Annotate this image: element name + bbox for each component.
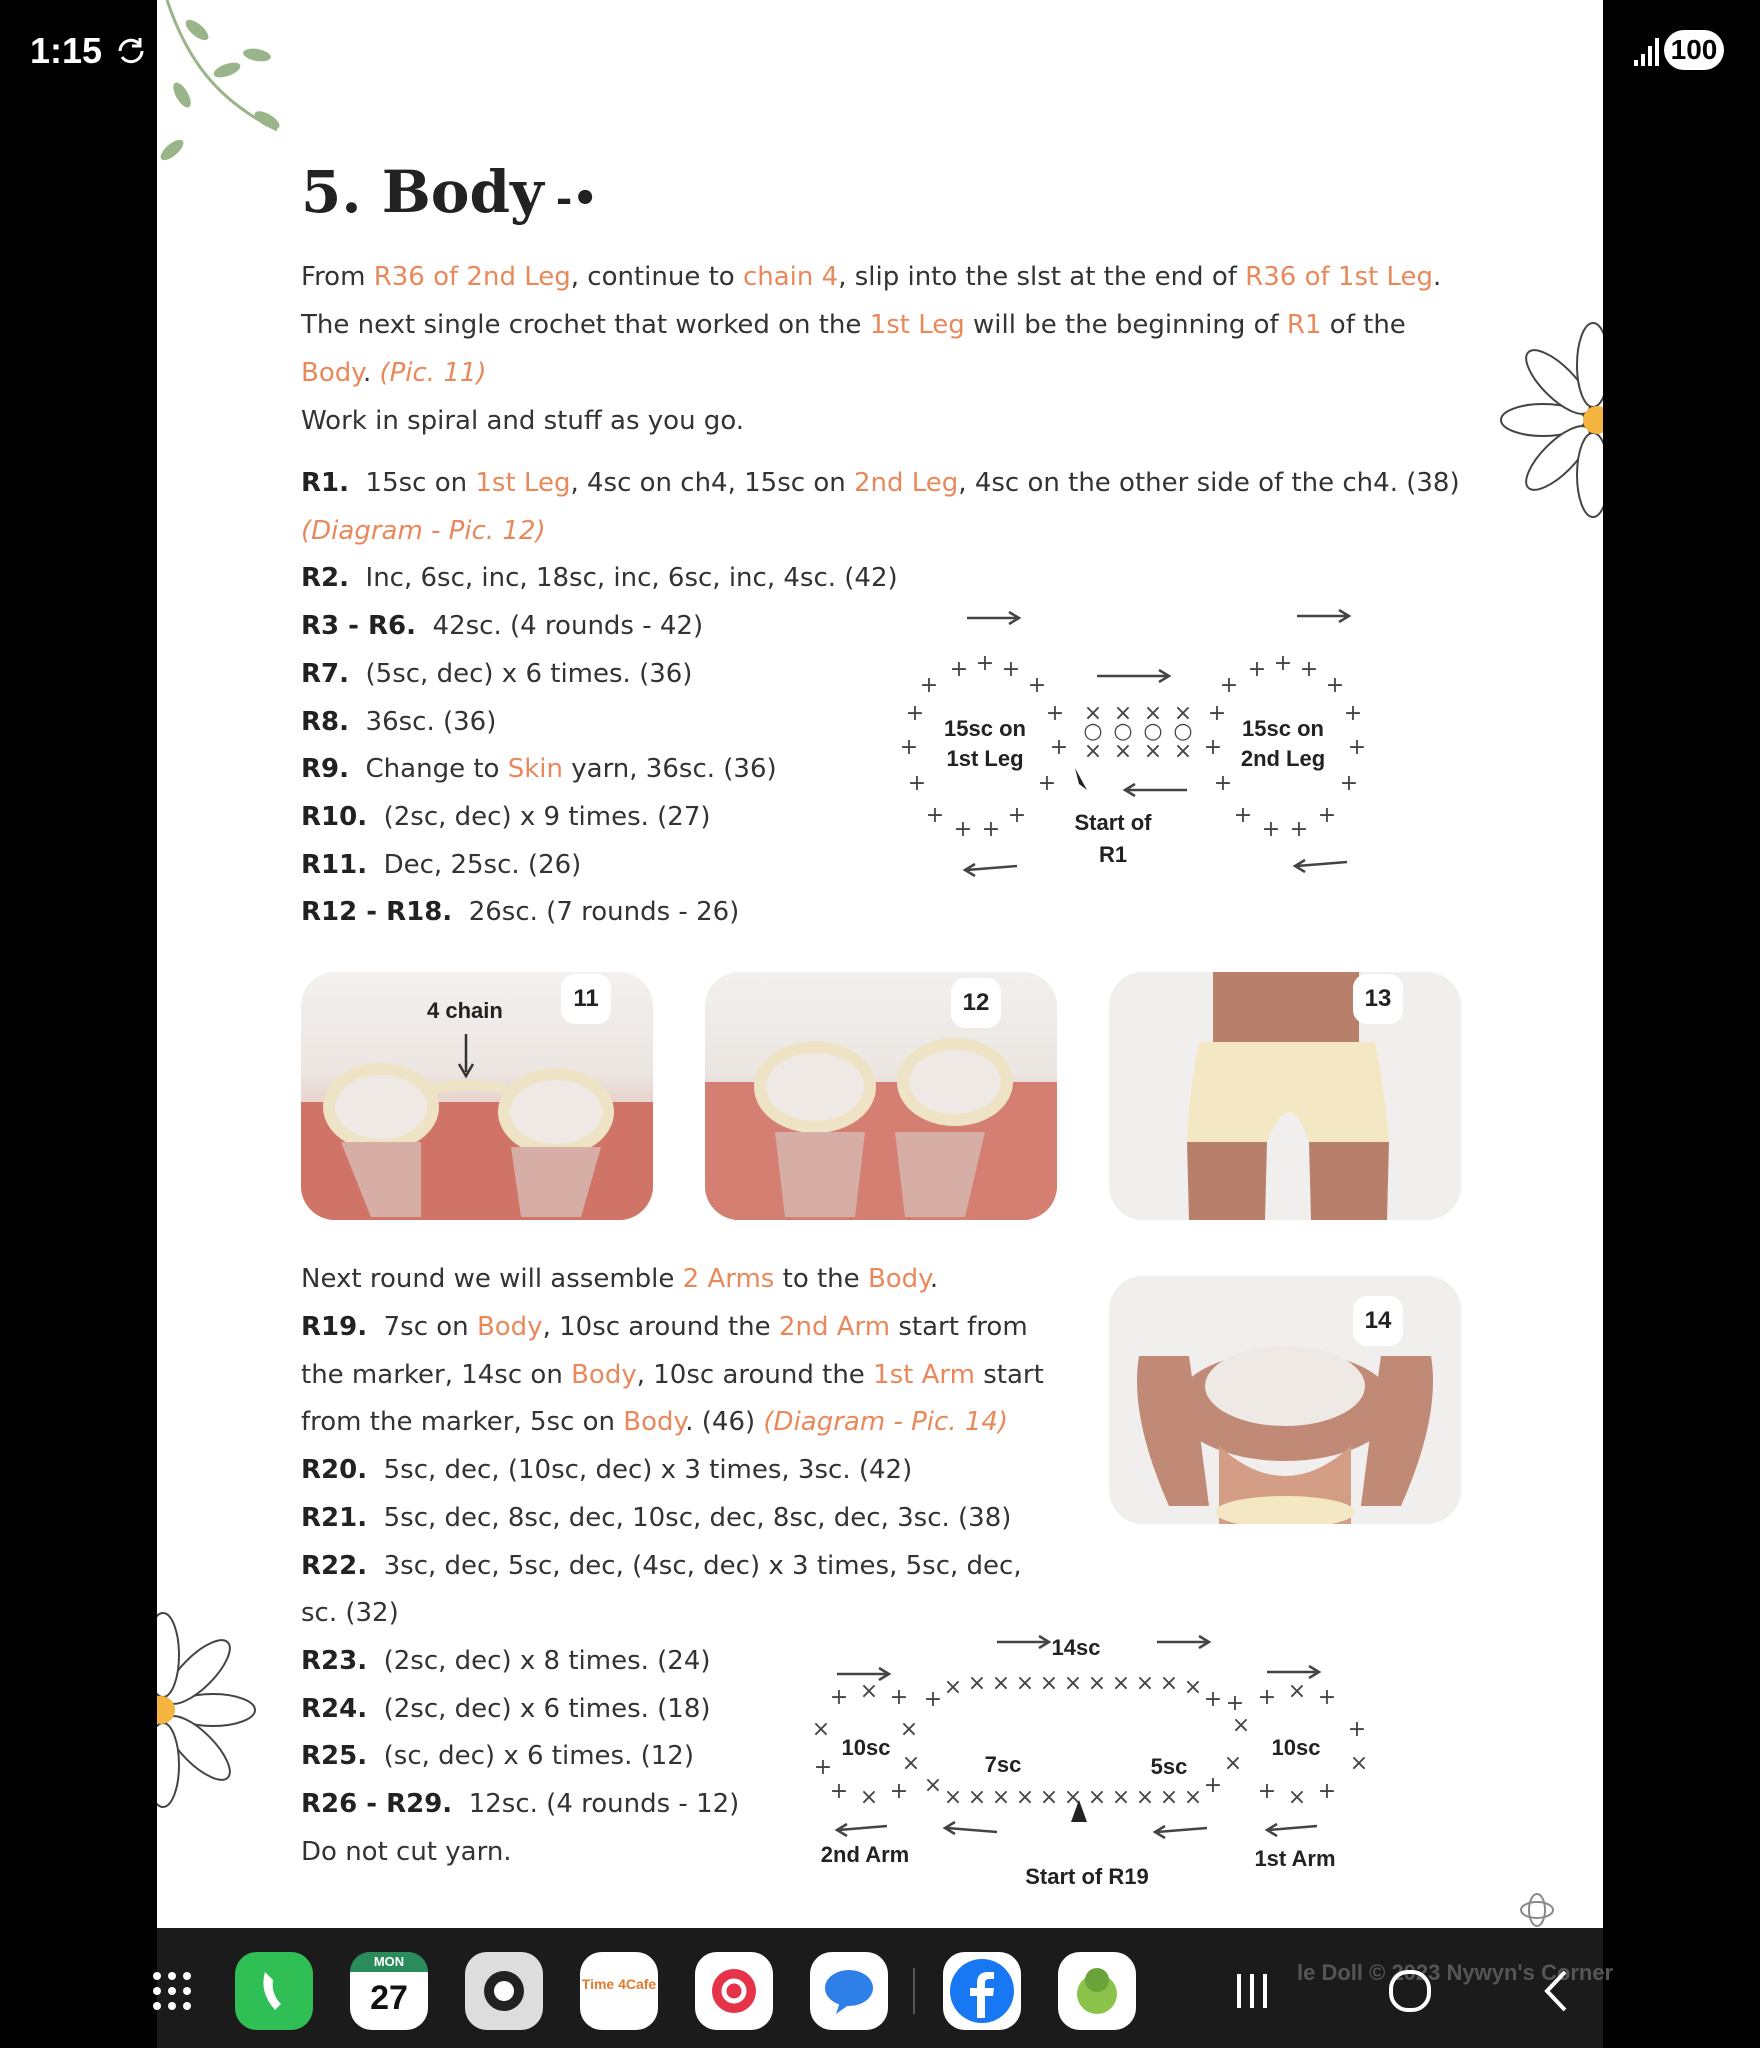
round-label: R26 - R29.	[301, 1789, 453, 1819]
facebook-app-icon[interactable]	[943, 1952, 1021, 2030]
battery-level: 100	[1664, 30, 1724, 70]
diagram2-mid-left-label: 7sc	[984, 1752, 1022, 1777]
round-line	[301, 659, 692, 689]
round-text: Inc, 6sc, inc, 18sc, inc, 6sc, inc, 4sc. (42)	[365, 563, 898, 594]
svg-text:×: ×	[967, 1671, 987, 1696]
svg-text:×: ×	[991, 1785, 1011, 1810]
timecafe-app-icon[interactable]	[580, 1952, 658, 2030]
daisy-flower-icon	[1497, 310, 1603, 530]
round-text: Body	[571, 1359, 637, 1390]
svg-text:+: +	[905, 701, 925, 726]
round-line	[301, 1837, 512, 1867]
round-text: Change to	[365, 754, 508, 785]
svg-text:○: ○	[1173, 719, 1193, 744]
diagram2-arm1-label: 1st Arm	[1254, 1846, 1336, 1871]
calendar-app-icon[interactable]	[350, 1952, 428, 2030]
round-line	[301, 1551, 1022, 1581]
round-label: R23.	[301, 1645, 368, 1676]
svg-text:×: ×	[1173, 701, 1193, 726]
svg-text:+: +	[1299, 657, 1319, 682]
round-text: 42sc. (4 rounds - 42)	[432, 611, 704, 642]
diagram2-top-label: 14sc	[1051, 1635, 1101, 1660]
svg-text:+: +	[1001, 657, 1021, 682]
diagram-body-r1	[887, 600, 1587, 890]
round-label: R9.	[301, 754, 349, 785]
svg-text:×: ×	[1287, 1679, 1307, 1704]
svg-text:+: +	[1203, 735, 1223, 760]
svg-text:+: +	[1049, 735, 1069, 760]
svg-text:×: ×	[1063, 1671, 1083, 1696]
timecafe-label: Time 4Cafe	[581, 1976, 657, 1992]
photo-pic-14	[1109, 1276, 1461, 1524]
messages-app-icon[interactable]	[810, 1952, 888, 2030]
svg-text:×: ×	[1087, 1671, 1107, 1696]
round-label: R12 - R18.	[301, 897, 453, 928]
round-text: 3sc, dec, 5sc, dec, (4sc, dec) x 3 times, 5sc, dec,	[383, 1550, 1022, 1581]
diagram1-right-label-2: 2nd Leg	[1240, 746, 1326, 771]
svg-text:×: ×	[859, 1785, 879, 1810]
diagram1-right-label-1: 15sc on	[1242, 716, 1324, 741]
round-text: (5sc, dec) x 6 times. (36)	[365, 658, 693, 689]
svg-text:+: +	[1317, 1779, 1337, 1804]
round-text: , 4sc on ch4, 15sc on	[570, 468, 854, 498]
svg-text:+: +	[1233, 803, 1253, 828]
camera-app-icon[interactable]	[465, 1952, 543, 2030]
round-text: (Diagram - Pic. 14)	[763, 1407, 1009, 1438]
svg-text:+: +	[975, 651, 995, 676]
round-label: R24.	[301, 1693, 368, 1724]
svg-text:+: +	[1027, 673, 1047, 698]
svg-text:×: ×	[1183, 1675, 1203, 1700]
round-line	[301, 850, 581, 880]
photo-pic-12	[705, 972, 1057, 1220]
svg-text:×: ×	[1063, 1785, 1083, 1810]
intro-line-2: The next single crochet that worked on the 1st Leg will be the beginning of R1 of the	[301, 310, 1406, 340]
home-button-icon[interactable]	[1385, 1966, 1435, 2016]
svg-text:×: ×	[1159, 1785, 1179, 1810]
round-text: the marker, 14sc on	[301, 1359, 572, 1390]
small-flower-icon	[1497, 1890, 1577, 1928]
svg-text:+: +	[889, 1779, 909, 1804]
svg-text:+: +	[1261, 817, 1281, 842]
svg-text:×: ×	[1111, 1785, 1131, 1810]
recents-button-icon[interactable]	[1227, 1966, 1277, 2016]
round-line	[301, 1455, 912, 1485]
svg-text:○: ○	[1143, 719, 1163, 744]
round-line	[301, 1694, 711, 1724]
svg-text:+: +	[829, 1685, 849, 1710]
round-line	[301, 1503, 1011, 1533]
svg-text:×: ×	[1135, 1671, 1155, 1696]
svg-text:+: +	[1247, 657, 1267, 682]
round-text: start from	[890, 1312, 1028, 1342]
diagram-body-r19	[797, 1620, 1597, 1900]
round-text: Body	[476, 1312, 543, 1342]
pic-number-13: 13	[1353, 974, 1403, 1024]
round-text: (2sc, dec) x 8 times. (24)	[383, 1645, 711, 1676]
sync-icon	[114, 34, 148, 68]
round-text: (2sc, dec) x 6 times. (18)	[383, 1693, 711, 1724]
round-text: 5sc, dec, 8sc, dec, 10sc, dec, 8sc, dec, 3sc. (38)	[383, 1502, 1012, 1533]
svg-text:+: +	[813, 1755, 833, 1780]
round-label: R19.	[301, 1312, 368, 1342]
round-text: 2nd Leg	[853, 468, 959, 498]
pic-number-14: 14	[1353, 1296, 1403, 1346]
intro-line-3: Body. (Pic. 11)	[301, 358, 487, 388]
round-text: from the marker, 5sc on	[301, 1407, 624, 1438]
diagram2-arm2-label: 2nd Arm	[820, 1842, 910, 1867]
svg-text:+: +	[1037, 771, 1057, 796]
svg-text:×: ×	[1083, 739, 1103, 764]
round-line	[301, 1741, 694, 1771]
svg-text:+: +	[1347, 735, 1367, 760]
svg-text:○: ○	[1083, 719, 1103, 744]
round-label: R3 - R6.	[301, 611, 416, 642]
svg-text:+: +	[1257, 1779, 1277, 1804]
round-text: . (46)	[685, 1407, 764, 1438]
svg-text:×: ×	[943, 1675, 963, 1700]
svg-text:+: +	[1317, 1685, 1337, 1710]
round-text: Body	[623, 1407, 686, 1438]
round-text: , 10sc around the	[636, 1359, 874, 1390]
section-title-text: 5. Body	[301, 158, 544, 226]
diagram2-start-label: Start of R19	[1025, 1864, 1149, 1889]
title-dots: -•	[555, 175, 598, 222]
svg-text:×: ×	[1087, 1785, 1107, 1810]
round-text: 7sc on	[383, 1312, 477, 1342]
round-label: R7.	[301, 658, 349, 689]
threads-app-icon[interactable]	[695, 1952, 773, 2030]
round-line	[301, 1407, 1008, 1437]
diagram2-left-arm-label: 10sc	[841, 1735, 891, 1760]
svg-text:×: ×	[1143, 739, 1163, 764]
svg-text:+: +	[1219, 673, 1239, 698]
phone-app-icon[interactable]	[235, 1952, 313, 2030]
calendar-day: MON	[350, 1952, 428, 1972]
round-text: 12sc. (4 rounds - 12)	[468, 1789, 740, 1819]
round-line	[301, 563, 898, 593]
round-text: Do not cut yarn.	[301, 1836, 512, 1867]
round-line	[301, 802, 711, 832]
svg-text:+: +	[1325, 673, 1345, 698]
svg-text:×: ×	[991, 1671, 1011, 1696]
svg-text:×: ×	[1231, 1713, 1251, 1738]
svg-text:×: ×	[1287, 1785, 1307, 1810]
svg-text:+: +	[907, 771, 927, 796]
round-text: 1st Leg	[475, 468, 571, 498]
round-text: sc. (32)	[301, 1598, 399, 1629]
round-line	[301, 1360, 1044, 1390]
svg-text:+: +	[1213, 771, 1233, 796]
round-label: R21.	[301, 1502, 368, 1533]
app-dock	[157, 1928, 1614, 2048]
svg-text:×: ×	[1113, 739, 1133, 764]
svg-text:×: ×	[1183, 1785, 1203, 1810]
svg-text:×: ×	[1111, 1671, 1131, 1696]
round-line	[301, 1312, 1028, 1342]
round-line	[301, 754, 777, 784]
svg-text:×: ×	[1173, 739, 1193, 764]
round-text: (2sc, dec) x 9 times. (27)	[383, 801, 711, 832]
svg-text:+: +	[1203, 1773, 1223, 1798]
svg-text:+: +	[1343, 701, 1363, 726]
apps-grid-icon[interactable]	[147, 1966, 197, 2016]
calendar-date: 27	[370, 1979, 408, 2017]
diagram1-left-label-1: 15sc on	[944, 716, 1026, 741]
round-text: 2nd Arm	[778, 1312, 891, 1342]
svg-text:×: ×	[923, 1773, 943, 1798]
svg-text:×: ×	[1039, 1785, 1059, 1810]
round-text: Dec, 25sc. (26)	[383, 849, 582, 880]
svg-text:×: ×	[1015, 1671, 1035, 1696]
back-button-icon[interactable]	[1533, 1966, 1583, 2016]
svg-text:+: +	[889, 1685, 909, 1710]
svg-text:×: ×	[1223, 1751, 1243, 1776]
svg-text:×: ×	[901, 1751, 921, 1776]
diagram1-left-label-2: 1st Leg	[946, 746, 1024, 771]
assemble-line: Next round we will assemble 2 Arms to the Body.	[301, 1264, 939, 1294]
diagram2-right-arm-label: 10sc	[1271, 1735, 1321, 1760]
svg-text:×: ×	[859, 1679, 879, 1704]
signal-icon	[1624, 34, 1664, 70]
svg-text:×: ×	[967, 1785, 987, 1810]
round-text: (Diagram - Pic. 12)	[301, 515, 546, 546]
round-text: 1st Arm	[873, 1359, 975, 1390]
svg-text:+: +	[1257, 1685, 1277, 1710]
svg-text:×: ×	[943, 1785, 963, 1810]
diagram1-start-label-2: R1	[1098, 842, 1128, 867]
svg-text:+: +	[953, 817, 973, 842]
svg-text:×: ×	[1143, 701, 1163, 726]
diagram2-mid-right-label: 5sc	[1150, 1754, 1188, 1779]
round-label: R10.	[301, 801, 368, 832]
round-line	[301, 1598, 399, 1628]
round-line	[301, 897, 739, 927]
svg-text:+: +	[919, 673, 939, 698]
svg-text:+: +	[899, 735, 919, 760]
svg-text:+: +	[1273, 651, 1293, 676]
document-page	[157, 0, 1603, 1928]
svg-text:+: +	[1339, 771, 1359, 796]
round-label: R8.	[301, 706, 349, 737]
round-line	[301, 516, 546, 546]
pic-number-12: 12	[951, 978, 1001, 1028]
svg-text:+: +	[1317, 803, 1337, 828]
round-label: R20.	[301, 1455, 368, 1486]
svg-text:×: ×	[1349, 1751, 1369, 1776]
round-text: 26sc. (7 rounds - 26)	[468, 897, 740, 928]
svg-text:×: ×	[1135, 1785, 1155, 1810]
svg-text:×: ×	[1039, 1671, 1059, 1696]
svg-text:×: ×	[1113, 701, 1133, 726]
round-line	[301, 611, 703, 641]
svg-text:+: +	[923, 1687, 943, 1712]
svg-text:+: +	[1207, 701, 1227, 726]
daisy-flower-icon	[157, 1600, 257, 1820]
intro-line-4: Work in spiral and stuff as you go.	[301, 406, 745, 436]
diagram1-start-label-1: Start of	[1074, 810, 1152, 835]
leaf-decoration-icon	[157, 0, 317, 170]
footer-copyright: le Doll © 2023 Nywyn's Corner	[1297, 1960, 1614, 1985]
svg-text:+: +	[1203, 1687, 1223, 1712]
svg-text:+: +	[981, 817, 1001, 842]
round-text: 5sc, dec, (10sc, dec) x 3 times, 3sc. (42)	[383, 1455, 913, 1486]
round-label: R25.	[301, 1741, 368, 1772]
round-label: R22.	[301, 1550, 368, 1581]
round-text: start	[974, 1359, 1044, 1390]
section-title	[301, 158, 598, 226]
round-line	[301, 707, 496, 737]
svg-text:×: ×	[1159, 1671, 1179, 1696]
android-app-icon[interactable]	[1058, 1952, 1136, 2030]
round-line	[301, 1646, 711, 1676]
photo-label-4-chain: 4 chain	[427, 998, 503, 1023]
svg-text:×: ×	[1083, 701, 1103, 726]
round-text: 36sc. (36)	[365, 706, 497, 737]
round-text: , 4sc on the other side of the ch4. (38)	[958, 468, 1460, 498]
svg-text:+: +	[1347, 1717, 1367, 1742]
svg-text:×: ×	[811, 1717, 831, 1742]
round-text: , 10sc around the	[542, 1312, 779, 1342]
svg-text:+: +	[1225, 1691, 1245, 1716]
round-text: (sc, dec) x 6 times. (12)	[383, 1741, 694, 1772]
round-text: yarn, 36sc. (36)	[562, 754, 777, 785]
round-text: 15sc on	[365, 468, 476, 498]
photo-pic-13	[1109, 972, 1461, 1220]
svg-text:×: ×	[899, 1717, 919, 1742]
svg-text:+: +	[949, 657, 969, 682]
round-line	[301, 1789, 739, 1819]
svg-text:+: +	[829, 1779, 849, 1804]
svg-text:○: ○	[1113, 719, 1133, 744]
round-label: R2.	[301, 563, 349, 594]
round-line	[301, 468, 1460, 498]
svg-text:+: +	[1007, 803, 1027, 828]
svg-text:+: +	[1289, 817, 1309, 842]
status-time: 1:15	[30, 30, 103, 71]
svg-text:+: +	[1045, 701, 1065, 726]
dock-divider	[913, 1968, 915, 2014]
round-text: Skin	[507, 754, 563, 785]
round-label: R11.	[301, 849, 368, 880]
round-label: R1.	[301, 468, 349, 498]
svg-text:×: ×	[1015, 1785, 1035, 1810]
photo-pic-11	[301, 972, 653, 1220]
pic-number-11: 11	[561, 974, 611, 1024]
svg-text:+: +	[925, 803, 945, 828]
intro-line-1: From R36 of 2nd Leg, continue to chain 4, slip into the slst at the end of R36 of 1st Leg.	[301, 262, 1442, 292]
